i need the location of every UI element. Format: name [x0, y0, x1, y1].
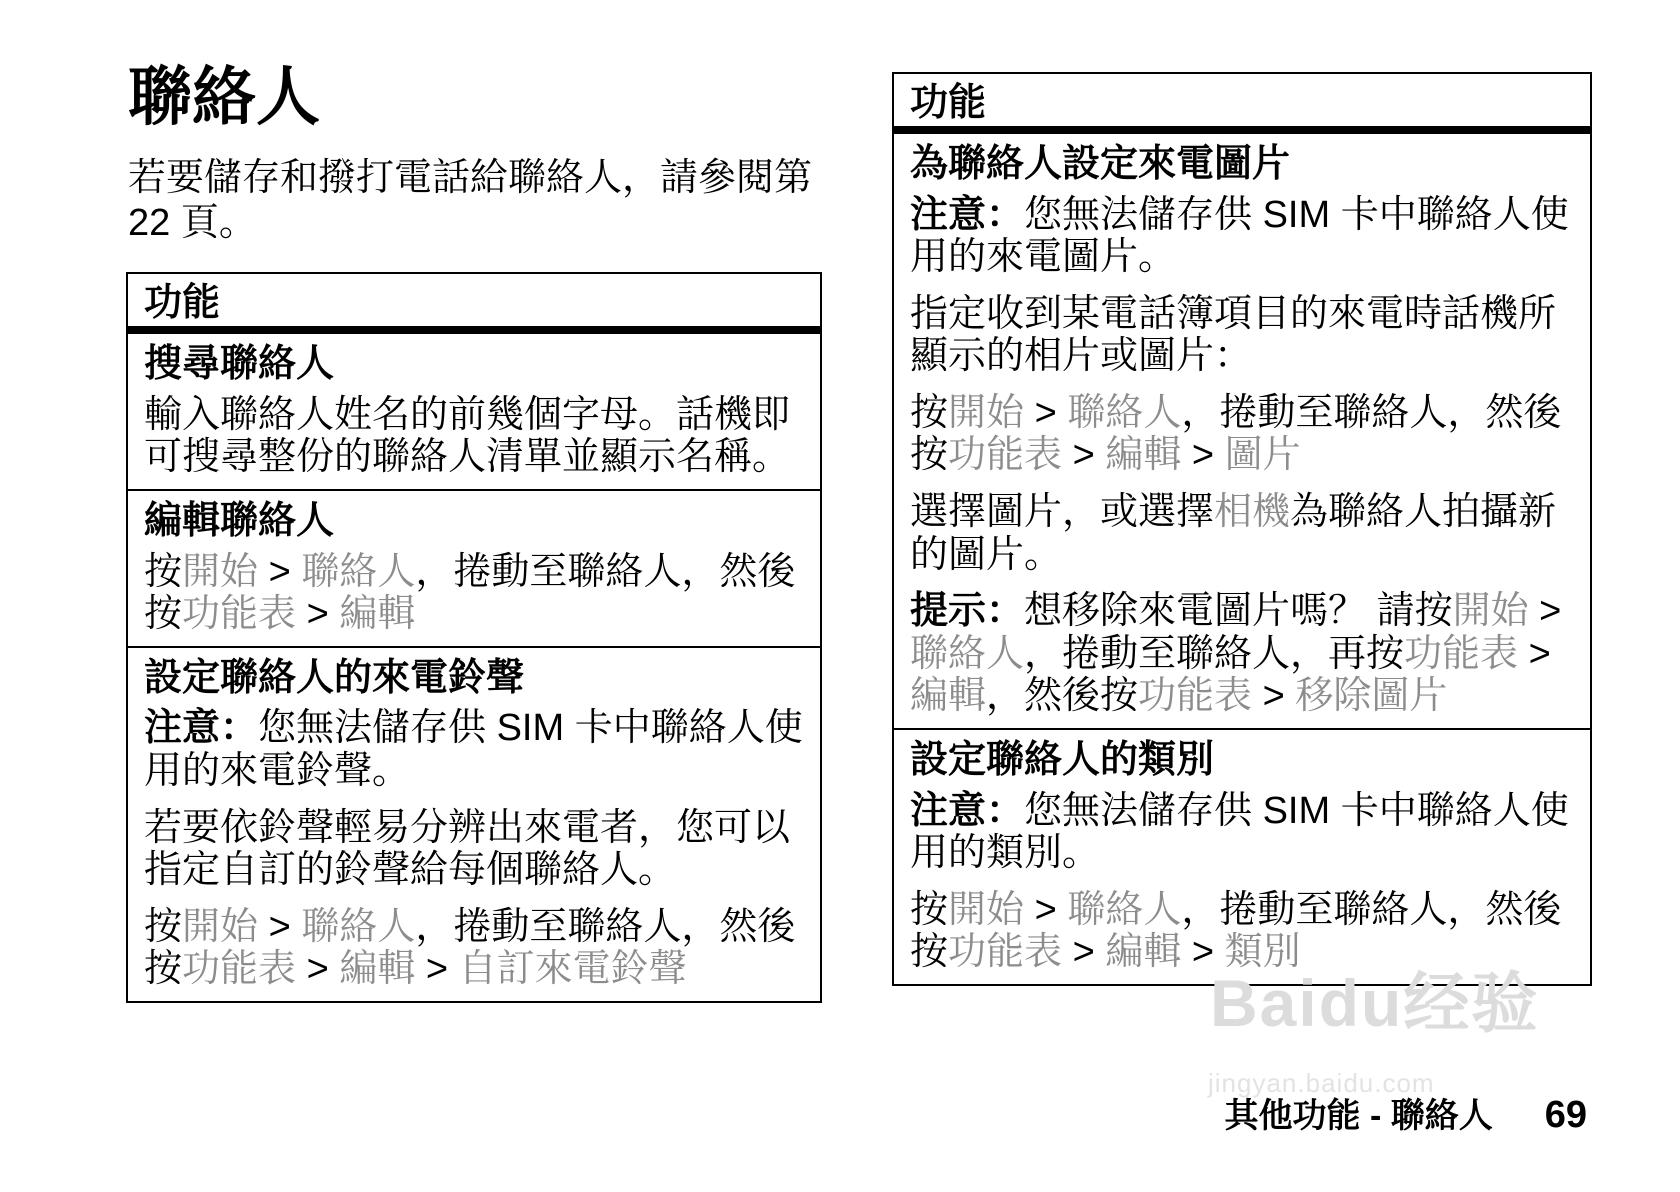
menu-path: 按開始 > 聯絡人，捲動至聯絡人，然後按功能表 > 編輯: [144, 550, 796, 636]
menu-item-menu: 功能表: [1138, 675, 1253, 718]
note: 注意：您無法儲存供 SIM 卡中聯絡人使用的來電圖片。: [910, 193, 1569, 279]
menu-item-menu: 功能表: [1404, 632, 1519, 675]
menu-item-category: 類別: [1224, 931, 1301, 974]
table-header: 功能: [128, 274, 820, 334]
note: 注意：您無法儲存供 SIM 卡中聯絡人使用的來電鈴聲。: [144, 707, 803, 793]
tip-label: 提示：: [910, 590, 1025, 633]
page-footer: [1225, 1088, 1588, 1137]
feature-row-search-contacts: [128, 334, 820, 491]
menu-item-menu: 功能表: [182, 593, 297, 636]
feature-row-edit-contact: [128, 491, 820, 648]
menu-path: 按開始 > 聯絡人，捲動至聯絡人，然後按功能表 > 編輯 > 類別: [910, 888, 1562, 974]
menu-item-menu: 功能表: [948, 931, 1063, 974]
menu-item-start: 開始: [948, 391, 1025, 434]
note: 注意：您無法儲存供 SIM 卡中聯絡人使用的類別。: [910, 789, 1569, 875]
menu-item-edit: 編輯: [1105, 434, 1182, 477]
menu-item-edit: 編輯: [910, 675, 987, 718]
feature-row-set-picture: [894, 134, 1590, 730]
table-header: 功能: [894, 74, 1590, 134]
menu-path: 按開始 > 聯絡人，捲動至聯絡人，然後按功能表 > 編輯 > 自訂來電鈴聲: [144, 905, 796, 991]
feature-description: 若要依鈴聲輕易分辨出來電者，您可以指定自訂的鈴聲給每個聯絡人。: [144, 806, 791, 892]
feature-description: 輸入聯絡人姓名的前幾個字母。話機即可搜尋整份的聯絡人清單並顯示名稱。: [144, 393, 791, 479]
feature-title: 為聯絡人設定來電圖片: [910, 142, 1291, 185]
feature-title: 搜尋聯絡人: [144, 342, 335, 385]
menu-item-contacts: 聯絡人: [301, 905, 416, 948]
note-label: 注意：: [910, 789, 1025, 832]
tip: 提示：想移除來電圖片嗎？ 請按開始 > 聯絡人，捲動至聯絡人，再按功能表 > 編輯，然後按功能表 > 移除圖片: [910, 590, 1562, 718]
menu-item-custom-ringtone: 自訂來電鈴聲: [458, 948, 687, 991]
menu-path: 按開始 > 聯絡人，捲動至聯絡人，然後按功能表 > 編輯 > 圖片: [910, 391, 1562, 477]
footer-section-title: 其他功能 - 聯絡人: [1224, 1097, 1493, 1135]
baidu-watermark-url: jingyan.baidu.com: [1208, 1068, 1435, 1098]
feature-table-left: [126, 272, 822, 1003]
menu-item-remove-picture: 移除圖片: [1295, 675, 1448, 718]
feature-description: 指定收到某電話簿項目的來電時話機所顯示的相片或圖片：: [910, 292, 1557, 378]
note-label: 注意：: [910, 193, 1025, 236]
page-number: 69: [1544, 1094, 1587, 1136]
feature-title: 設定聯絡人的來電鈴聲: [144, 656, 525, 699]
menu-item-menu: 功能表: [948, 434, 1063, 477]
menu-item-edit: 編輯: [339, 948, 416, 991]
feature-row-set-category: [894, 730, 1590, 984]
menu-item-edit: 編輯: [339, 593, 416, 636]
feature-table-right: [892, 72, 1592, 986]
feature-row-set-ringtone: [128, 648, 820, 1001]
menu-item-start: 開始: [948, 888, 1025, 931]
feature-title: 設定聯絡人的類別: [910, 738, 1215, 781]
page-title: 聯絡人: [128, 61, 320, 133]
intro-text: 若要儲存和撥打電話給聯絡人，請參閱第 22 頁。: [128, 157, 813, 244]
menu-item-contacts: 聯絡人: [910, 632, 1025, 675]
menu-item-camera: 相機: [1214, 490, 1291, 533]
menu-item-edit: 編輯: [1105, 931, 1182, 974]
feature-title: 編輯聯絡人: [144, 499, 335, 542]
menu-item-menu: 功能表: [182, 948, 297, 991]
menu-item-contacts: 聯絡人: [1067, 391, 1182, 434]
baidu-watermark-logo: Baidu经验: [1210, 966, 1540, 1040]
menu-item-contacts: 聯絡人: [1067, 888, 1182, 931]
note-label: 注意：: [144, 707, 259, 750]
menu-item-start: 開始: [182, 550, 259, 593]
menu-item-start: 開始: [182, 905, 259, 948]
menu-item-start: 開始: [1452, 590, 1529, 633]
menu-item-picture: 圖片: [1224, 434, 1301, 477]
feature-description: 選擇圖片，或選擇相機為聯絡人拍攝新的圖片。: [910, 490, 1557, 576]
menu-item-contacts: 聯絡人: [301, 550, 416, 593]
